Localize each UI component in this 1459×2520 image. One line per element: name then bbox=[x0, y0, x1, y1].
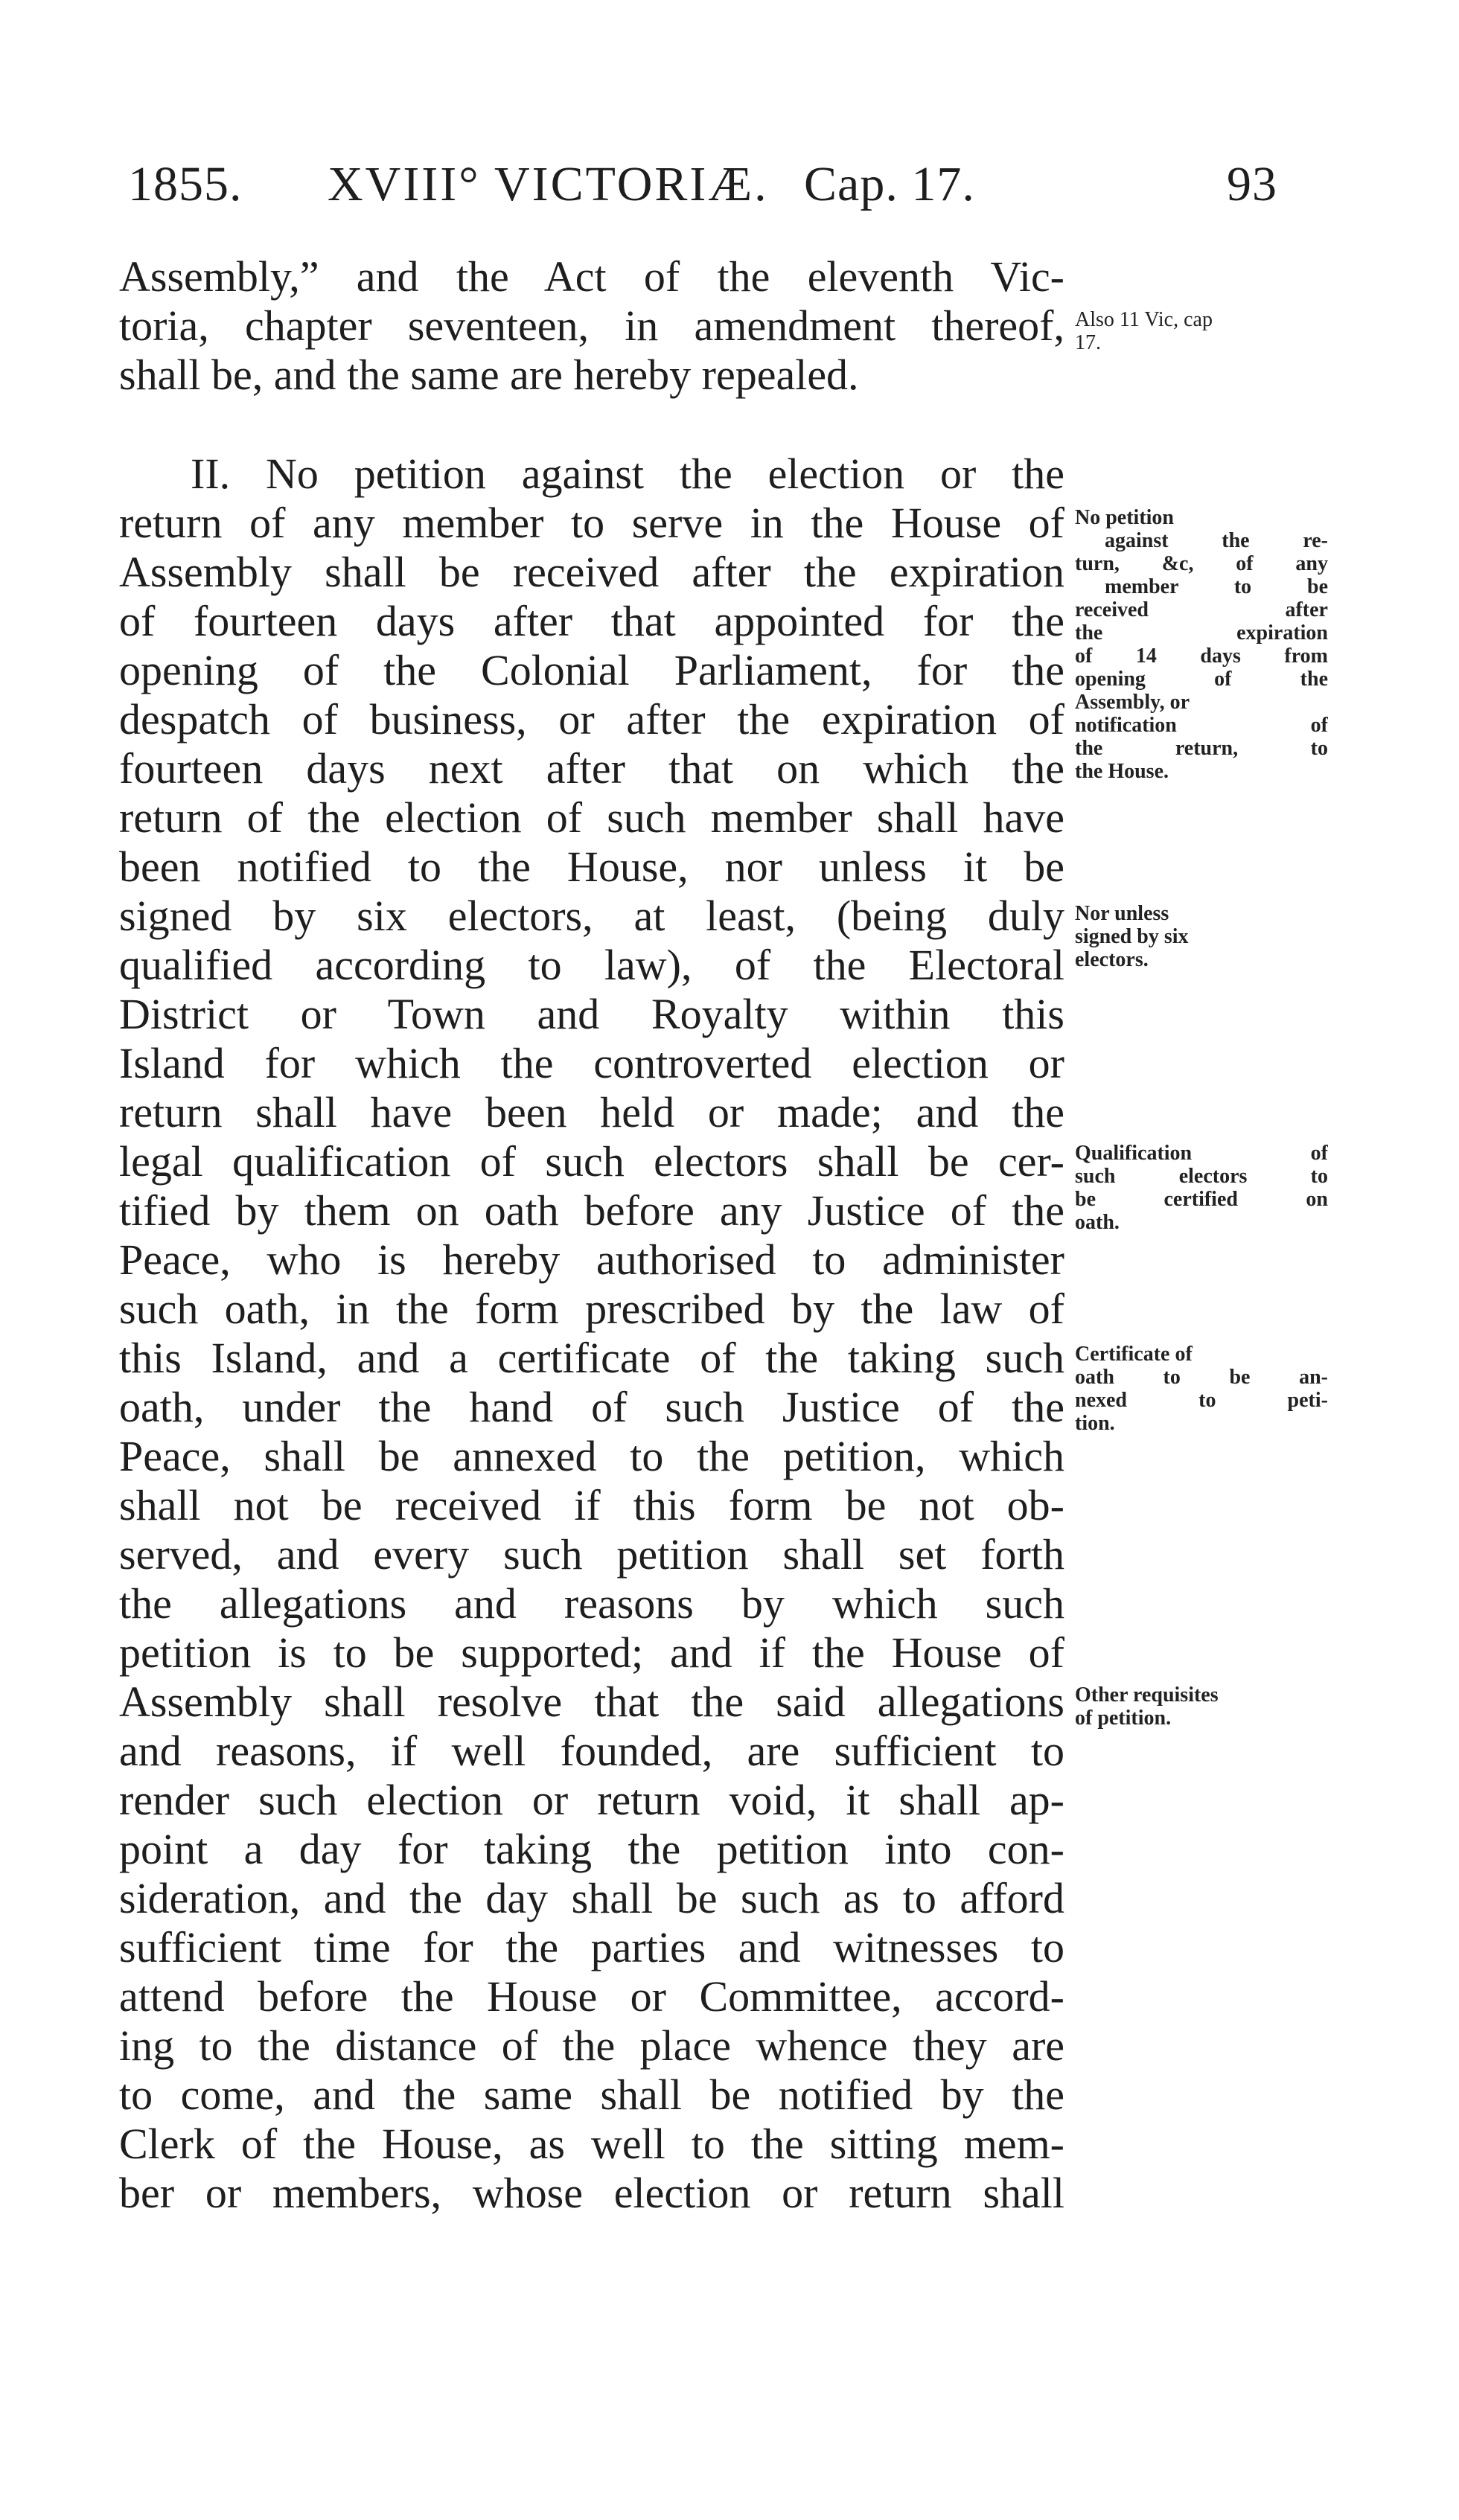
header-year: 1855. bbox=[128, 157, 243, 211]
body-line: Assembly shall resolve that the said allegations bbox=[119, 1678, 1064, 1726]
body-line: shall be, and the same are hereby repealed. bbox=[119, 351, 859, 399]
margin-note-line: Other requisites bbox=[1075, 1683, 1219, 1707]
margin-note-line: notification of bbox=[1075, 714, 1328, 737]
body-line: return shall have been held or made; and the bbox=[119, 1089, 1064, 1136]
body-line: of fourteen days after that appointed for the bbox=[119, 598, 1064, 645]
margin-note-line: the return, to bbox=[1075, 737, 1328, 760]
body-line: served, and every such petition shall set forth bbox=[119, 1531, 1064, 1579]
body-line: legal qualification of such electors shall be cer- bbox=[119, 1138, 1064, 1186]
margin-note-line: Assembly, or bbox=[1075, 691, 1190, 714]
margin-note-line: of 14 days from bbox=[1075, 645, 1328, 668]
body-line: ing to the distance of the place whence they are bbox=[119, 2022, 1064, 2070]
body-line: shall not be received if this form be not ob- bbox=[119, 1482, 1064, 1529]
margin-note-line: tion. bbox=[1075, 1412, 1115, 1435]
margin-note-line: Certificate of bbox=[1075, 1343, 1193, 1366]
body-line: been notified to the House, nor unless it be bbox=[119, 843, 1064, 891]
body-line: and reasons, if well founded, are sufficient to bbox=[119, 1727, 1064, 1775]
body-line: petition is to be supported; and if the House of bbox=[119, 1629, 1064, 1677]
margin-note-line: oath. bbox=[1075, 1211, 1120, 1234]
body-line: such oath, in the form prescribed by the law of bbox=[119, 1285, 1064, 1333]
body-line: sufficient time for the parties and witnesses to bbox=[119, 1924, 1064, 1971]
body-line: Clerk of the House, as well to the sitting mem- bbox=[119, 2120, 1064, 2168]
body-line: despatch of business, or after the expiration of bbox=[119, 696, 1064, 743]
body-line: Assembly,” and the Act of the eleventh Vic- bbox=[119, 253, 1064, 301]
margin-note-line: Also 11 Vic, cap bbox=[1075, 308, 1213, 331]
margin-note-line: turn, &c, of any bbox=[1075, 552, 1328, 575]
margin-note-line: received after bbox=[1075, 598, 1328, 621]
body-line: the allegations and reasons by which such bbox=[119, 1580, 1064, 1628]
body-line: toria, chapter seventeen, in amendment thereof, bbox=[119, 302, 1064, 350]
body-line: attend before the House or Committee, accord- bbox=[119, 1973, 1064, 2021]
margin-note-line: nexed to peti- bbox=[1075, 1389, 1328, 1412]
margin-note-line: signed by six bbox=[1075, 925, 1189, 948]
body-line: ber or members, whose election or return shall bbox=[119, 2169, 1064, 2217]
margin-note-line: No petition bbox=[1075, 506, 1174, 529]
body-line: Assembly shall be received after the expiration bbox=[119, 549, 1064, 596]
body-line: sideration, and the day shall be such as to afford bbox=[119, 1875, 1064, 1922]
margin-note-line: against the re- bbox=[1105, 529, 1328, 552]
margin-note-line: the expiration bbox=[1075, 621, 1328, 645]
body-line: Island for which the controverted election or bbox=[119, 1040, 1064, 1087]
header-title: XVIII° VICTORIÆ. bbox=[328, 157, 769, 211]
margin-note-line: such electors to bbox=[1075, 1165, 1328, 1188]
body-line: fourteen days next after that on which the bbox=[119, 745, 1064, 793]
margin-note-line: member to be bbox=[1105, 575, 1328, 598]
body-line: return of any member to serve in the House of bbox=[119, 499, 1064, 547]
body-line: render such election or return void, it shall ap- bbox=[119, 1777, 1064, 1824]
body-line: opening of the Colonial Parliament, for the bbox=[119, 647, 1064, 694]
margin-note-line: electors. bbox=[1075, 948, 1149, 971]
body-line: Peace, shall be annexed to the petition, which bbox=[119, 1433, 1064, 1480]
body-line: return of the election of such member shall have bbox=[119, 794, 1064, 842]
body-line: qualified according to law), of the Electoral bbox=[119, 941, 1064, 989]
header-chapter: Cap. 17. bbox=[804, 157, 975, 211]
margin-note-line: be certified on bbox=[1075, 1188, 1328, 1211]
body-line: this Island, and a certificate of the taking such bbox=[119, 1334, 1064, 1382]
body-line: District or Town and Royalty within this bbox=[119, 991, 1064, 1038]
margin-note-line: the House. bbox=[1075, 760, 1169, 783]
margin-note-line: opening of the bbox=[1075, 668, 1328, 691]
body-line: to come, and the same shall be notified by the bbox=[119, 2071, 1064, 2119]
margin-note-line: of petition. bbox=[1075, 1707, 1172, 1730]
body-line: oath, under the hand of such Justice of the bbox=[119, 1384, 1064, 1431]
page-number: 93 bbox=[1227, 157, 1277, 211]
margin-note-line: oath to be an- bbox=[1075, 1366, 1328, 1389]
body-line: signed by six electors, at least, (being duly bbox=[119, 892, 1064, 940]
body-line: Peace, who is hereby authorised to administer bbox=[119, 1236, 1064, 1284]
margin-note-line: 17. bbox=[1075, 331, 1101, 354]
margin-note-line: Nor unless bbox=[1075, 902, 1169, 925]
body-line: tified by them on oath before any Justice of the bbox=[119, 1187, 1064, 1235]
body-line: point a day for taking the petition into con- bbox=[119, 1826, 1064, 1873]
margin-note-line: Qualification of bbox=[1075, 1142, 1328, 1165]
body-line: II. No petition against the election or the bbox=[191, 450, 1064, 498]
